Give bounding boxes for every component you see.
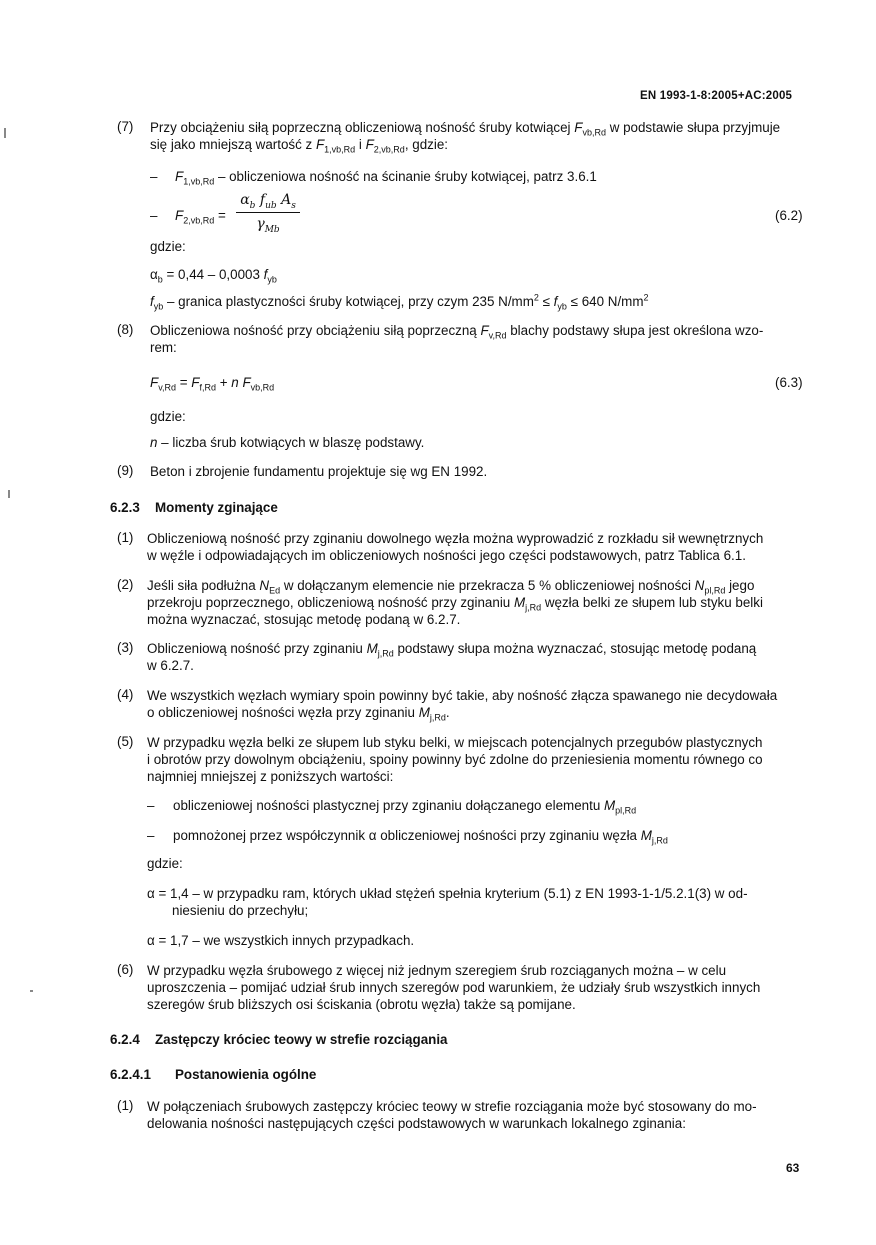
s623-1-line1: Obliczeniową nośność przy zginaniu dowolnego węzła można wyprowadzić z rozkładu sił wewnętrznych: [147, 531, 764, 546]
list-dash: –: [150, 208, 158, 223]
scan-edge-mark: [30, 990, 33, 992]
formula-denominator: $\gamma_{Mb}$: [256, 216, 280, 235]
section-title: Momenty zginające: [155, 500, 278, 515]
list-dash: –: [150, 169, 158, 184]
p9-text: Beton i zbrojenie fundamentu projektuje się wg EN 1992.: [150, 464, 488, 479]
p7-item2-lhs: $F_{2,vb,Rd}$ =: [175, 208, 226, 226]
s623-1-line2: w węźle i odpowiadających im obliczeniowych nośności jego części podstawowych, patrz Tablica 6.1.: [147, 548, 746, 563]
para-number: (9): [117, 463, 134, 478]
p7-line2: się jako mniejszą wartość z $F_{1,vb,Rd}$ i $F_{2,vb,Rd}$, gdzie:: [150, 137, 448, 155]
scan-edge-mark: [4, 128, 6, 138]
para-number: (5): [117, 734, 134, 749]
s623-2-line2: przekroju poprzecznego, obliczeniową nośność przy zginaniu $M_{j,Rd}$ węzła belki ze słupem lub styku belki: [147, 595, 763, 613]
para-number: (3): [117, 640, 134, 655]
s623-2-line3: można wyznaczać, stosując metodę podaną w 6.2.7.: [147, 612, 461, 627]
s623-4-line1: We wszystkich węzłach wymiary spoin powinny być takie, aby nośność złącza spawanego nie decydowała: [147, 688, 778, 703]
fyb-definition: $f_{yb}$ – granica plastyczności śruby kotwiącej, przy czym 235 $N/mm^2 \le f_{yb} \le 640$ $N/mm^2$: [150, 292, 649, 312]
alpha-1-4-line2: niesieniu do przechyłu;: [172, 903, 309, 918]
p7-item1: $F_{1,vb,Rd}$ – obliczeniowa nośność na ścinanie śruby kotwiącej, patrz 3.6.1: [175, 169, 597, 187]
gdzie-label: gdzie:: [150, 409, 186, 424]
s6241-1-line1: W połączeniach śrubowych zastępczy króciec teowy w strefie rozciągania może być stosowany do mo-: [147, 1099, 757, 1114]
section-number: 6.2.4: [110, 1032, 140, 1047]
s623-6-line1: W przypadku węzła śrubowego z więcej niż jednym szeregiem śrub rozciąganych można – w celu: [147, 963, 727, 978]
equation-number: (6.2): [775, 208, 803, 223]
s6241-1-line2: delowania nośności następujących części podstawowych w warunkach lokalnego zginania:: [147, 1116, 686, 1131]
section-title: Zastępczy króciec teowy w strefie rozciągania: [155, 1032, 448, 1047]
list-dash: –: [147, 798, 155, 813]
alpha-1-7: α = 1,7 – we wszystkich innych przypadkach.: [147, 933, 415, 948]
gdzie-label: gdzie:: [150, 239, 186, 254]
subsection-title: Postanowienia ogólne: [175, 1067, 317, 1082]
section-number: 6.2.3: [110, 500, 140, 515]
p8-line2: rem:: [150, 340, 177, 355]
para-number: (4): [117, 687, 134, 702]
para-number: (2): [117, 577, 134, 592]
fraction-line: [236, 212, 300, 213]
p8-line1: Obliczeniowa nośność przy obciążeniu siłą poprzeczną $F_{v,Rd}$ blachy podstawy słupa jest określona wzo-: [150, 323, 764, 341]
s623-4-line2: o obliczeniowej nośności węzła przy zginaniu $M_{j,Rd}$.: [147, 705, 450, 723]
formula-6-3: $F_{v,Rd} = F_{f,Rd} + n$ $F_{vb,Rd}$: [150, 375, 275, 393]
para-number: (1): [117, 1098, 134, 1113]
para-number: (8): [117, 322, 134, 337]
para-number: (6): [117, 962, 134, 977]
s623-5-line3: najmniej mniejszej z poniższych wartości:: [147, 769, 394, 784]
s623-2-line1: Jeśli siła podłużna $N_{Ed}$ w dołączanym elemencie nie przekracza 5 % obliczeniowej nośności $N_{pl,Rd}$ jego: [147, 578, 755, 596]
para-number: (7): [117, 119, 134, 134]
s623-3-line2: w 6.2.7.: [147, 658, 194, 673]
list-dash: –: [147, 828, 155, 843]
alpha-1-4-line1: α = 1,4 – w przypadku ram, których układ stężeń spełnia kryterium (5.1) z EN 1993-1-1/5.2.1(3) w od-: [147, 886, 748, 901]
s623-5-item1: obliczeniowej nośności plastycznej przy zginaniu dołączanego elementu $M_{pl,Rd}$: [173, 798, 637, 816]
s623-6-line2: uproszczenia – pomijać udział śrub innych szeregów pod warunkiem, że udziały śrub wszystkich innych: [147, 980, 761, 995]
s623-6-line3: szeregów śrub bliższych osi ściskania (obrotu węzła) także są pomijane.: [147, 997, 576, 1012]
s623-5-item2: pomnożonej przez współczynnik α obliczeniowej nośności przy zginaniu węzła $M_{j,Rd}$: [173, 828, 668, 846]
alpha-b-definition: $\alpha_b = 0,44 - 0,0003$ $f_{yb}$: [150, 267, 277, 285]
s623-3-line1: Obliczeniową nośność przy zginaniu $M_{j,Rd}$ podstawy słupa można wyznaczać, stosując metodę podaną: [147, 641, 757, 659]
subsection-number: 6.2.4.1: [110, 1067, 151, 1082]
para-number: (1): [117, 530, 134, 545]
equation-number: (6.3): [775, 375, 803, 390]
n-definition: n – liczba śrub kotwiących w blaszę podstawy.: [150, 435, 425, 450]
gdzie-label: gdzie:: [147, 856, 183, 871]
document-id-header: EN 1993-1-8:2005+AC:2005: [640, 90, 793, 102]
formula-numerator: $\alpha_b$ $f_{ub}$ $A_s$: [240, 192, 296, 211]
p7-line1: Przy obciążeniu siłą poprzeczną obliczeniową nośność śruby kotwiącej $F_{vb,Rd}$ w podstawie słupa przyjmuje: [150, 120, 781, 138]
s623-5-line2: i obrotów przy dowolnym obciążeniu, spoiny powinny być zdolne do przeniesienia momentu równego co: [147, 752, 763, 767]
s623-5-line1: W przypadku węzła belki ze słupem lub styku belki, w miejscach potencjalnych przegubów plastycznych: [147, 735, 763, 750]
scan-edge-mark: [8, 490, 10, 498]
page-number: 63: [786, 1161, 800, 1175]
